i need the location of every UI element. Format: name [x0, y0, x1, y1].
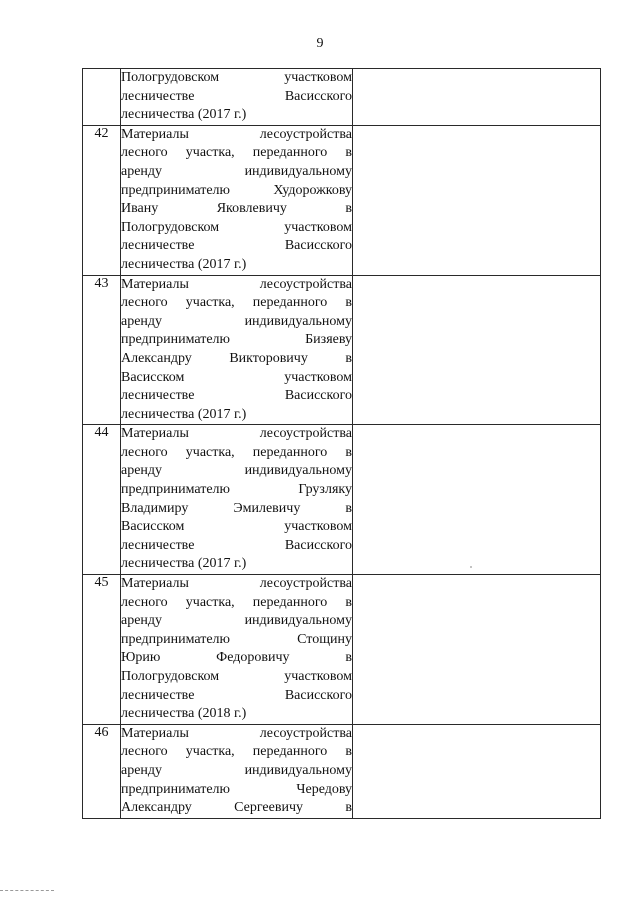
description-word: Ивану — [121, 201, 159, 217]
description-word: лесоустройства — [259, 725, 352, 741]
description-word: аренду — [121, 613, 163, 629]
description-line — [121, 369, 352, 388]
description-word: участка, — [185, 145, 235, 161]
description-word: переданного — [252, 594, 328, 610]
description-word: Худорожкову — [273, 182, 352, 198]
description-word: участковом — [284, 219, 352, 235]
row-number-cell: 42 — [83, 125, 121, 275]
row-number-cell: 43 — [83, 275, 121, 425]
description-word: Яковлевичу — [216, 201, 287, 217]
description-line — [121, 668, 352, 687]
description-word: аренду — [121, 463, 163, 479]
description-word: переданного — [252, 744, 328, 760]
table-row — [83, 125, 601, 275]
description-word: Александру — [121, 800, 192, 816]
description-word: Васисского — [284, 388, 352, 404]
description-word: участковом — [284, 669, 352, 684]
description-word: индивидуальному — [244, 163, 352, 179]
description-word: Викторовичу — [229, 350, 308, 366]
description-word: лесоустройства — [259, 276, 352, 292]
description-line — [121, 294, 352, 313]
description-word: в — [345, 295, 352, 311]
description-line — [121, 69, 352, 88]
row-number-cell: 46 — [83, 724, 121, 818]
scan-edge-mark — [0, 890, 54, 892]
description-line — [121, 518, 352, 537]
notes-cell — [353, 275, 601, 425]
description-word: аренду — [121, 313, 163, 329]
description-line — [121, 182, 352, 201]
row-number-cell — [83, 69, 121, 126]
description-line — [121, 313, 352, 332]
description-line — [121, 237, 352, 256]
description-word: Васисского — [284, 687, 352, 703]
description-word: лесного — [121, 744, 168, 760]
description-cell — [121, 425, 353, 575]
description-line — [121, 219, 352, 238]
description-word: Пологрудовском — [121, 219, 220, 235]
description-line — [121, 444, 352, 463]
description-word: лесничестве — [121, 537, 195, 553]
description-word: Материалы — [121, 276, 189, 292]
description-word: лесничестве — [121, 88, 195, 104]
description-word: в — [345, 594, 352, 610]
description-word: лесоустройства — [259, 426, 352, 442]
description-word: лесного — [121, 594, 168, 610]
description-word: переданного — [252, 295, 328, 311]
records-table-body — [83, 69, 601, 819]
description-line — [121, 481, 352, 500]
description-line — [121, 781, 352, 800]
description-word: Васисского — [284, 88, 352, 104]
description-word: участковом — [284, 70, 352, 85]
description-line — [121, 144, 352, 163]
description-word: Материалы — [121, 126, 189, 142]
description-line — [121, 799, 352, 818]
row-number-cell: 44 — [83, 425, 121, 575]
notes-cell — [353, 724, 601, 818]
description-word: лесоустройства — [259, 576, 352, 592]
row-number-cell: 45 — [83, 575, 121, 725]
description-line — [121, 163, 352, 182]
table-row — [83, 425, 601, 575]
description-word: предпринимателю — [121, 781, 231, 797]
description-word: в — [345, 744, 352, 760]
description-word: в — [345, 800, 352, 816]
notes-cell — [353, 125, 601, 275]
page-number: 9 — [316, 36, 324, 51]
description-word: в — [345, 500, 352, 516]
description-line — [121, 88, 352, 107]
description-word: индивидуальному — [244, 762, 352, 778]
description-word: Эмилевичу — [233, 500, 301, 516]
description-line — [121, 594, 352, 613]
description-word: Федоровичу — [216, 650, 290, 666]
description-word: индивидуальному — [244, 613, 352, 629]
description-word: Владимиру — [121, 500, 189, 516]
description-word: переданного — [252, 444, 328, 460]
description-word: участка, — [185, 295, 235, 311]
description-word: участковом — [284, 519, 352, 535]
description-cell — [121, 275, 353, 425]
description-word: лесничестве — [121, 238, 195, 254]
description-line — [121, 575, 352, 594]
description-line — [121, 331, 352, 350]
description-word: Пологрудовском — [121, 70, 220, 85]
description-cell — [121, 724, 353, 818]
description-word: предпринимателю — [121, 482, 231, 498]
description-word: в — [345, 350, 352, 366]
description-word: в — [345, 444, 352, 460]
description-word: лесничества (2018 г.) — [121, 706, 247, 722]
description-cell — [121, 69, 353, 126]
table-row — [83, 275, 601, 425]
description-word: Васисского — [284, 238, 352, 254]
description-word: участковом — [284, 369, 352, 385]
description-word: лесничестве — [121, 687, 195, 703]
description-word: лесничества (2017 г.) — [121, 556, 247, 572]
description-word: Материалы — [121, 426, 189, 442]
description-line — [121, 687, 352, 706]
description-word: Сергеевичу — [234, 800, 304, 816]
description-word: аренду — [121, 762, 163, 778]
description-word: в — [345, 650, 352, 666]
description-line — [121, 106, 352, 125]
description-word: Пологрудовском — [121, 669, 220, 684]
description-line — [121, 612, 352, 631]
description-line — [121, 387, 352, 406]
description-line — [121, 406, 352, 425]
description-cell — [121, 575, 353, 725]
description-word: лесничестве — [121, 388, 195, 404]
description-word: Васисском — [121, 519, 185, 535]
description-word: лесничества (2017 г.) — [121, 256, 247, 272]
description-line — [121, 762, 352, 781]
description-line — [121, 555, 352, 574]
description-word: предпринимателю — [121, 631, 231, 647]
notes-cell — [353, 425, 601, 575]
description-word: участка, — [185, 594, 235, 610]
records-table — [82, 68, 601, 819]
description-line — [121, 500, 352, 519]
description-line — [121, 537, 352, 556]
description-line — [121, 725, 352, 744]
table-row — [83, 575, 601, 725]
description-word: Юрию — [121, 650, 161, 666]
description-line — [121, 200, 352, 219]
description-word: Бизяеву — [305, 332, 352, 348]
description-word: лесного — [121, 444, 168, 460]
description-line — [121, 425, 352, 444]
description-word: в — [345, 201, 352, 217]
description-line — [121, 256, 352, 275]
description-word: Чередову — [296, 781, 352, 797]
description-word: лесного — [121, 295, 168, 311]
description-word: индивидуальному — [244, 313, 352, 329]
description-line — [121, 649, 352, 668]
description-word: в — [345, 145, 352, 161]
description-word: аренду — [121, 163, 163, 179]
description-cell — [121, 125, 353, 275]
description-word: лесоустройства — [259, 126, 352, 142]
description-word: лесничества (2017 г.) — [121, 107, 247, 123]
description-word: предпринимателю — [121, 182, 231, 198]
description-word: предпринимателю — [121, 332, 231, 348]
description-word: переданного — [252, 145, 328, 161]
description-word: участка, — [185, 444, 235, 460]
description-word: Васисском — [121, 369, 185, 385]
description-line — [121, 462, 352, 481]
description-word: индивидуальному — [244, 463, 352, 479]
description-line — [121, 126, 352, 145]
description-word: лесничества (2017 г.) — [121, 406, 247, 422]
description-word: лесного — [121, 145, 168, 161]
table-row — [83, 69, 601, 126]
notes-cell — [353, 69, 601, 126]
description-line — [121, 743, 352, 762]
description-word: Александру — [121, 350, 192, 366]
description-word: Материалы — [121, 576, 189, 592]
description-line — [121, 631, 352, 650]
description-word: Васисского — [284, 537, 352, 553]
table-row — [83, 724, 601, 818]
description-line — [121, 276, 352, 295]
description-line — [121, 705, 352, 724]
notes-cell — [353, 575, 601, 725]
description-word: Стощину — [297, 631, 352, 647]
description-word: Материалы — [121, 725, 189, 741]
description-word: участка, — [185, 744, 235, 760]
description-line — [121, 350, 352, 369]
scan-speck — [470, 566, 472, 568]
description-word: Грузляку — [298, 482, 352, 498]
